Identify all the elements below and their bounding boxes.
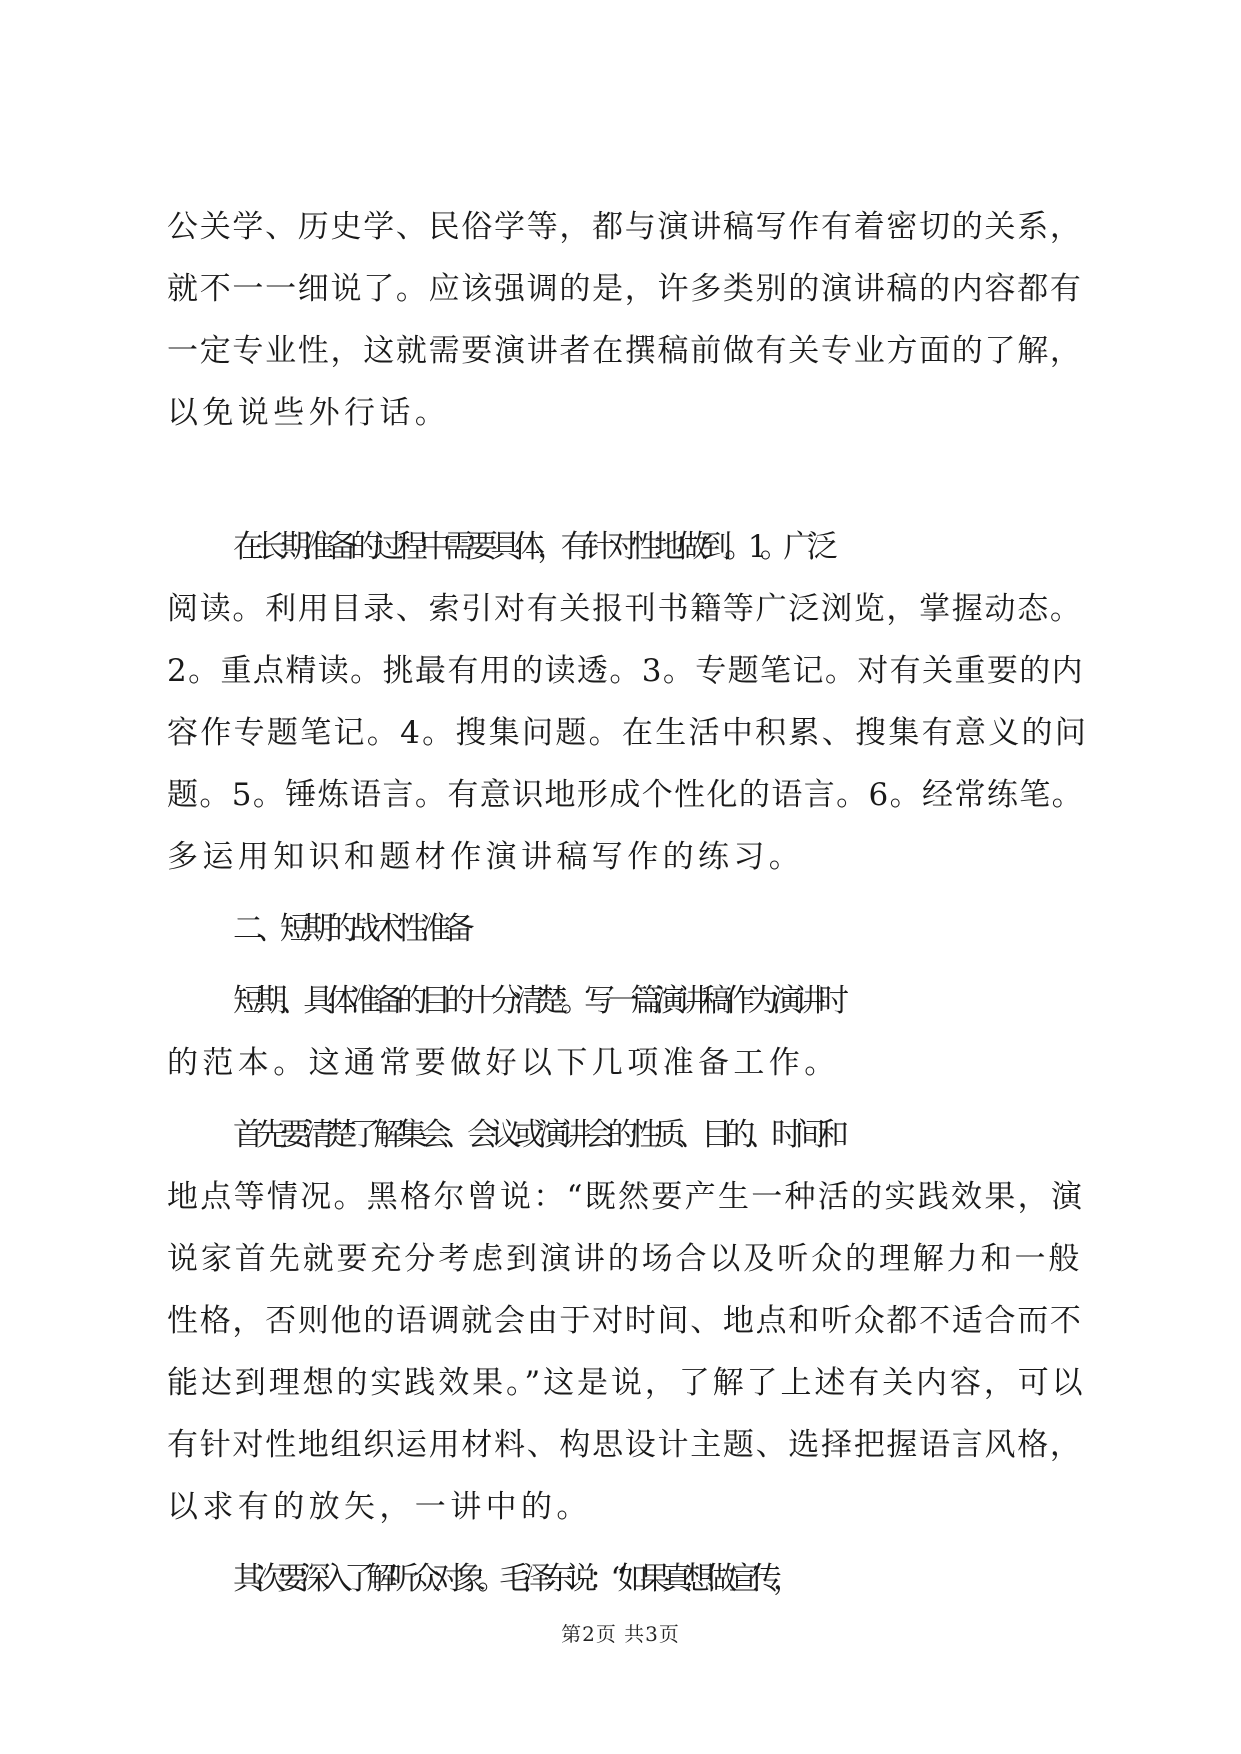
text-line: 题。5。锤炼语言。有意识地形成个性化的语言。6。经常练笔。 <box>167 777 1085 813</box>
document-body <box>167 196 1087 1610</box>
text-line: 就不一一细说了。应该强调的是，许多类别的演讲稿的内容都有 <box>167 271 1083 307</box>
paragraph <box>167 970 1087 1094</box>
text-line: 以求有的放矢，一讲中的。 <box>167 1489 592 1525</box>
text-line: 以免说些外行话。 <box>167 395 451 431</box>
text-line: 能达到理想的实践效果。”这是说，了解了上述有关内容，可以 <box>167 1365 1086 1401</box>
paragraph-spacing <box>167 888 1087 898</box>
section-heading-text: 二、短期的战术性准备 <box>233 911 467 947</box>
text-line: 阅读。利用目录、索引对有关报刊书籍等广泛浏览，掌握动态。 <box>167 591 1083 627</box>
text-line: 的范本。这通常要做好以下几项准备工作。 <box>167 1045 840 1081</box>
text-line: 地点等情况。黑格尔曾说：“既然要产生一种活的实践效果，演 <box>167 1179 1085 1215</box>
paragraph <box>167 1548 1087 1610</box>
paragraph-spacing <box>167 444 1087 516</box>
text-line: 在长期准备的过程中需要具体，有针对性地做到。1。广泛 <box>233 529 831 565</box>
text-line: 公关学、历史学、民俗学等，都与演讲稿写作有着密切的关系， <box>167 209 1083 245</box>
paragraph-spacing <box>167 1094 1087 1104</box>
paragraph <box>167 516 1087 888</box>
text-line: 短期、具体准备的目的十分清楚。写一篇演讲稿作为演讲时 <box>233 983 842 1019</box>
text-line: 多运用知识和题材作演讲稿写作的练习。 <box>167 839 805 875</box>
text-line: 2。重点精读。挑最有用的读透。3。专题笔记。对有关重要的内 <box>167 653 1085 689</box>
paragraph <box>167 1104 1087 1538</box>
text-line: 其次要深入了解听众对象。毛泽东说：“如果真想做宣传， <box>233 1561 796 1597</box>
text-line: 一定专业性，这就需要演讲者在撰稿前做有关专业方面的了解， <box>167 333 1083 369</box>
page-number-footer: 第2页 共3页 <box>561 1622 680 1646</box>
paragraph <box>167 196 1087 444</box>
text-line: 有针对性地组织运用材料、构思设计主题、选择把握语言风格， <box>167 1427 1083 1463</box>
paragraph-spacing <box>167 1538 1087 1548</box>
text-line: 容作专题笔记。4。搜集问题。在生活中积累、搜集有意义的问 <box>167 715 1089 751</box>
text-line: 说家首先就要充分考虑到演讲的场合以及听众的理解力和一般 <box>167 1241 1083 1277</box>
text-line: 首先要清楚了解集会、会议或演讲会的性质、目的、时间和 <box>233 1117 842 1153</box>
paragraph-spacing <box>167 960 1087 970</box>
section-heading <box>167 898 1087 960</box>
text-line: 性格，否则他的语调就会由于对时间、地点和听众都不适合而不 <box>167 1303 1083 1339</box>
